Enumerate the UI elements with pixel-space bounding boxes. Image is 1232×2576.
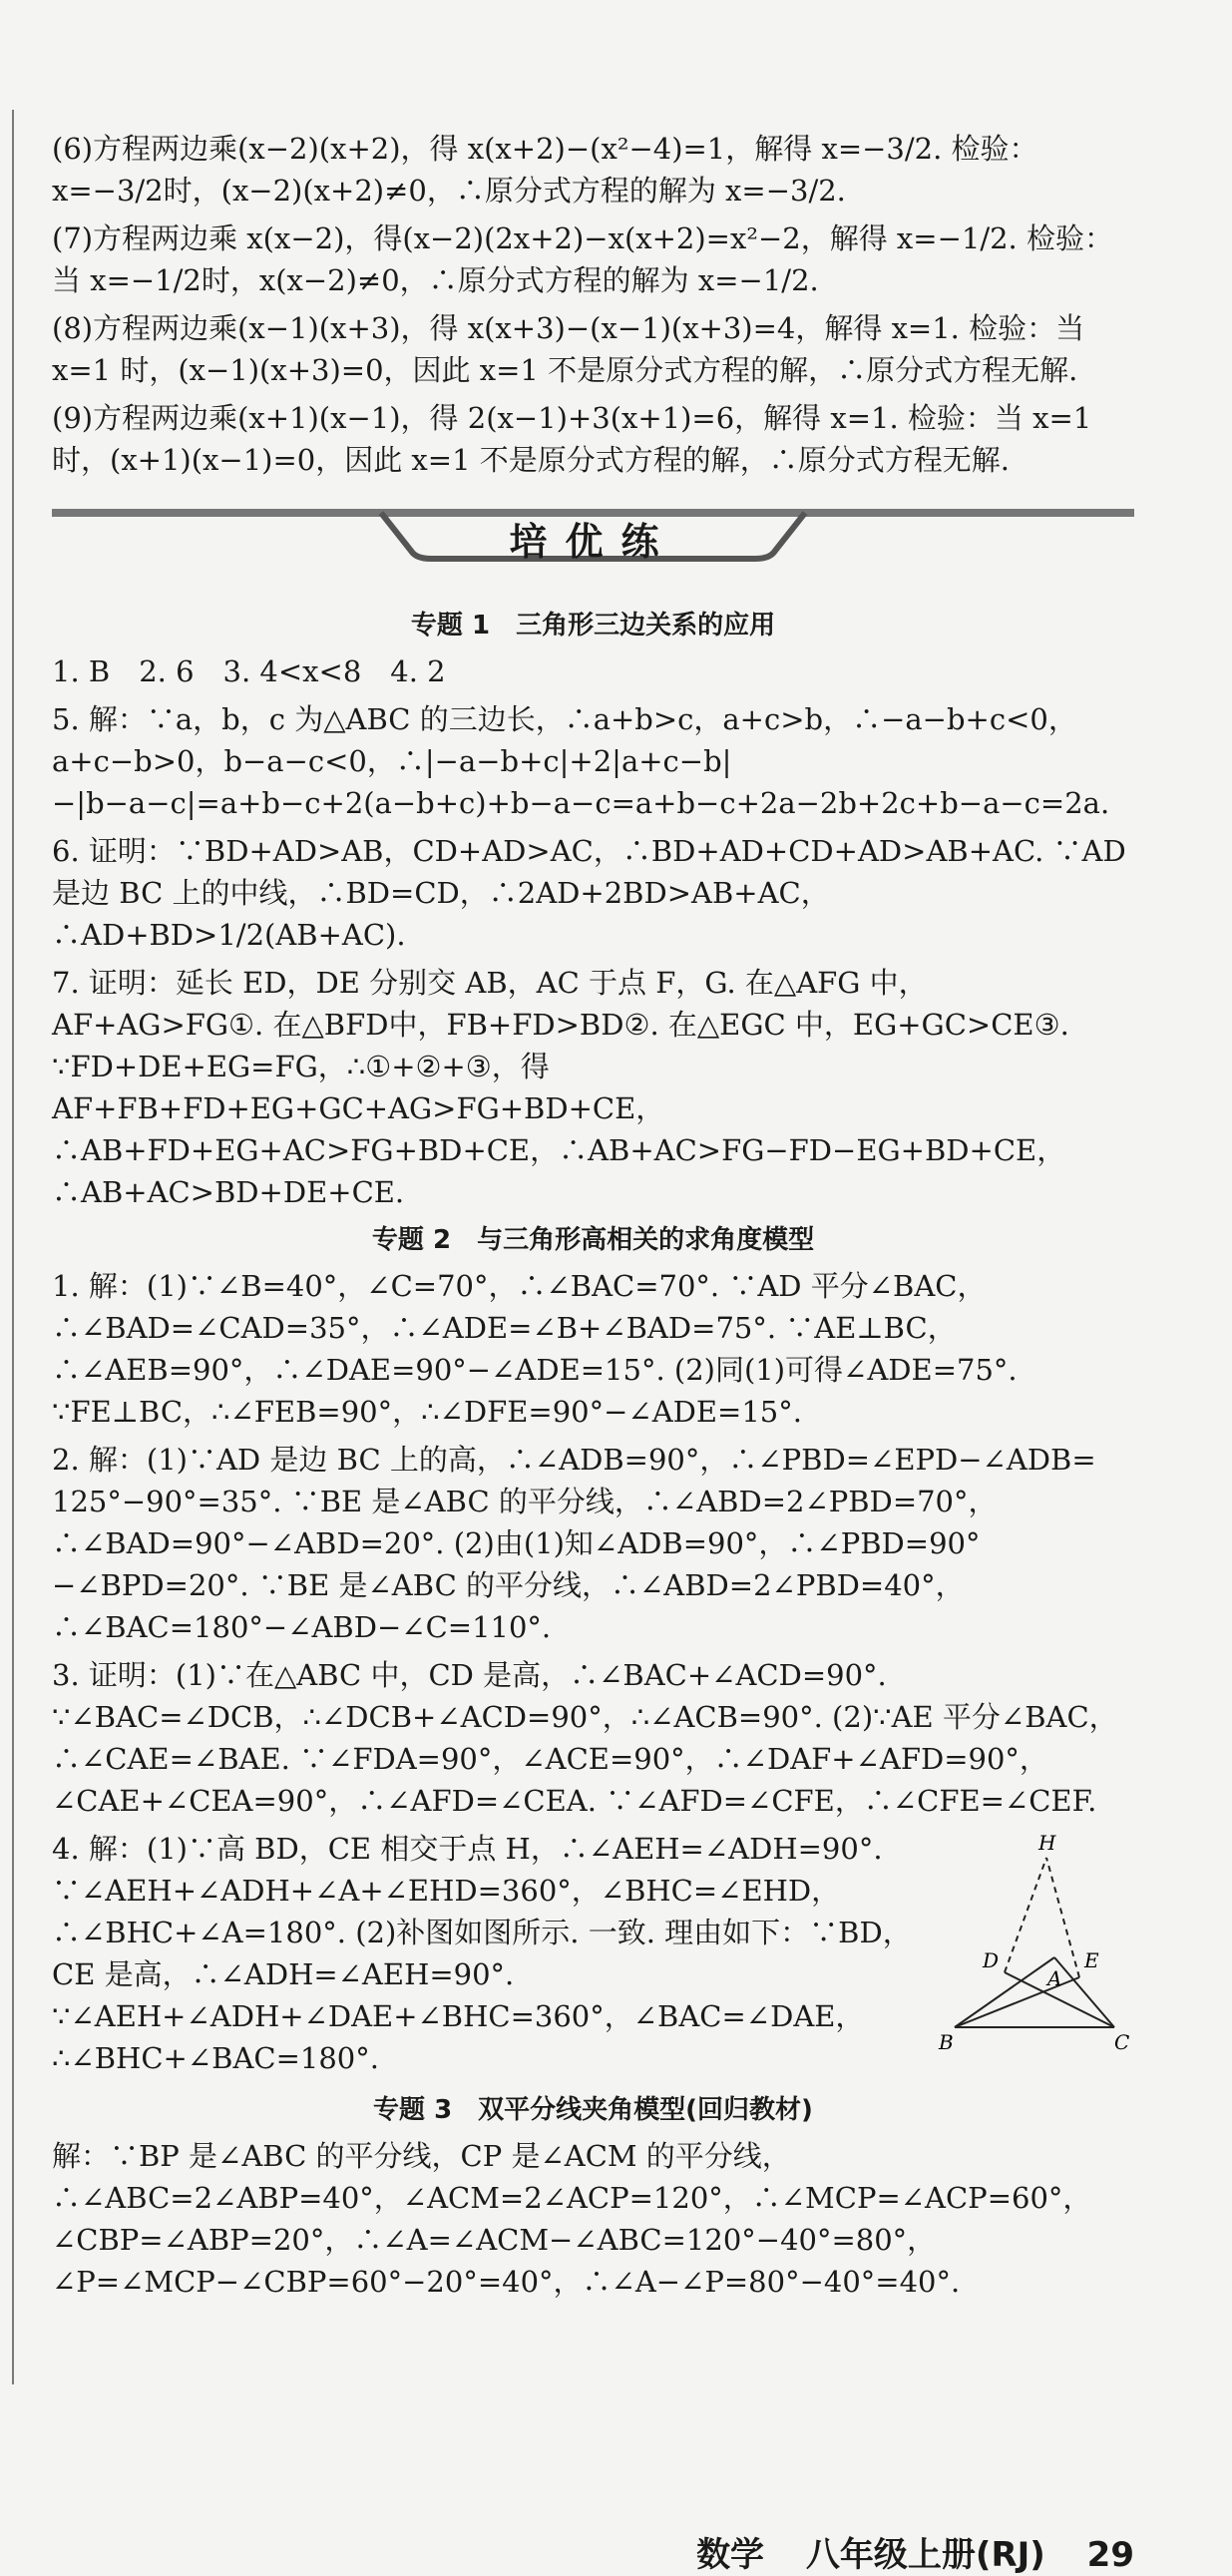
solution-7: (7)方程两边乘 x(x−2)，得(x−2)(2x+2)−x(x+2)=x²−2，解得 x=−1/2. 检验：当 x=−1/2时，x(x−2)≠0，∴原分式方程的解为 x=−1/2. [52, 221, 1113, 297]
label-d: D [983, 1948, 1000, 1972]
section-banner [52, 499, 1134, 589]
label-h: H [1038, 1831, 1056, 1855]
label-c: C [1114, 2030, 1130, 2054]
topic-2-item-4-block [52, 1828, 1134, 2085]
label-a: A [1047, 1966, 1062, 1990]
page-footer [52, 2527, 1134, 2576]
topic-1-item: 1. B 2. 6 3. 4<x<8 4. 2 [52, 654, 446, 688]
page-number: 29 [1086, 2535, 1134, 2575]
topic-1-item: 6. 证明：∵BD+AD>AB，CD+AD>AC，∴BD+AD+CD+AD>AB+AC. ∵AD 是边 BC 上的中线，∴BD=CD，∴2AD+2BD>AB+AC，∴AD+BD>1/2(AB+AC). [52, 834, 1126, 952]
footer-grade: 八年级上册(RJ) [805, 2535, 1045, 2575]
footer-subject: 数学 [696, 2535, 765, 2575]
solution-8: (8)方程两边乘(x−1)(x+3)，得 x(x+3)−(x−1)(x+3)=4，解得 x=1. 检验：当 x=1 时，(x−1)(x+3)=0，因此 x=1 不是原分式方程的解，∴原分式方程无解. [52, 311, 1085, 387]
topic-1-item: 5. 解：∵a，b，c 为△ABC 的三边长，∴a+b>c，a+c>b，∴−a−b+c<0，a+c−b>0，b−a−c<0，∴|−a−b+c|+2|a+c−b|−|b−a−c|=a+b−c+2(a−b+c)+b−a−c=a+b−c+2a−2b+2c+b−a−c=2a. [52, 702, 1110, 820]
topic-1-item: 7. 证明：延长 ED，DE 分别交 AB，AC 于点 F，G. 在△AFG 中，AF+AG>FG①. 在△BFD中，FB+FD>BD②. 在△EGC 中，EG+GC>CE③. ∵FD+DE+EG=FG，∴①+②+③，得 AF+FB+FD+EG+GC+AG>FG+BD+CE，∴AB+FD+EG+AC>FG+BD+CE，∴AB+AC>FG−FD−EG+BD+CE，∴AB+AC>BD+DE+CE. [52, 966, 1069, 1209]
content [52, 128, 1134, 2575]
topic-2-item: 2. 解：(1)∵AD 是边 BC 上的高，∴∠ADB=90°，∴∠PBD=∠EPD−∠ADB= 125°−90°=35°. ∵BE 是∠ABC 的平分线，∴∠ABD=2∠PBD=70°，∴∠BAD=90°−∠ABD=20°. (2)由(1)知∠ADB=90°，∴∠PBD=90°−∠BPD=20°. ∵BE 是∠ABC 的平分线，∴∠ABD=2∠PBD=40°，∴∠BAC=180°−∠ABD−∠C=110°. [52, 1443, 1096, 1644]
solution-9: (9)方程两边乘(x+1)(x−1)，得 2(x−1)+3(x+1)=6，解得 x=1. 检验：当 x=1 时，(x+1)(x−1)=0，因此 x=1 不是原分式方程的解，∴原分式方程无解. [52, 401, 1092, 477]
topic-2-item: 1. 解：(1)∵∠B=40°，∠C=70°，∴∠BAC=70°. ∵AD 平分∠BAC，∴∠BAD=∠CAD=35°，∴∠ADE=∠B+∠BAD=75°. ∵AE⊥BC，∴∠AEB=90°，∴∠DAE=90°−∠ADE=15°. (2)同(1)可得∠ADE=75°. ∵FE⊥BC，∴∠FEB=90°，∴∠DFE=90°−∠ADE=15°. [52, 1269, 1018, 1429]
topic-1-title: 专题 1 三角形三边关系的应用 [410, 611, 776, 641]
topic-3-title: 专题 3 双平分线夹角模型(回归教材) [373, 2095, 813, 2125]
topic-2-title: 专题 2 与三角形高相关的求角度模型 [371, 1225, 815, 1255]
solution-6: (6)方程两边乘(x−2)(x+2)，得 x(x+2)−(x²−4)=1，解得 x=−3/2. 检验：x=−3/2时，(x−2)(x+2)≠0，∴原分式方程的解为 x=−3/2. [52, 132, 1038, 208]
label-e: E [1084, 1948, 1099, 1972]
triangle-figure [935, 1828, 1134, 2057]
margin-rule [12, 110, 14, 2384]
topic-3-item: 解：∵BP 是∠ABC 的平分线，CP 是∠ACM 的平分线，∴∠ABC=2∠ABP=40°，∠ACM=2∠ACP=120°，∴∠MCP=∠ACP=60°，∠CBP=∠ABP=20°，∴∠A=∠ACM−∠ABC=120°−40°=80°，∠P=∠MCP−∠CBP=60°−20°=40°，∴∠A−∠P=80°−40°=40°. [52, 2139, 1092, 2299]
topic-2-item: 3. 证明：(1)∵在△ABC 中，CD 是高，∴∠BAC+∠ACD=90°. ∵∠BAC=∠DCB，∴∠DCB+∠ACD=90°，∴∠ACB=90°. (2)∵AE 平分∠BAC，∴∠CAE=∠BAE. ∵∠FDA=90°，∠ACE=90°，∴∠DAF+∠AFD=90°，∠CAE+∠CEA=90°，∴∠AFD=∠CEA. ∵∠AFD=∠CFE，∴∠CFE=∠CEF. [52, 1658, 1118, 1818]
banner-title: 培优练 [509, 520, 677, 564]
topic-2-item: 4. 解：(1)∵高 BD，CE 相交于点 H，∴∠AEH=∠ADH=90°. ∵∠AEH+∠ADH+∠A+∠EHD=360°，∠BHC=∠EHD，∴∠BHC+∠A=180°. (2)补图如图所示. 一致. 理由如下：∵BD，CE 是高，∴∠ADH=∠AEH=90°. ∵∠AEH+∠ADH+∠DAE+∠BHC=360°，∠BAC=∠DAE，∴∠BHC+∠BAC=180°. [52, 1832, 912, 2075]
label-b: B [939, 2030, 954, 2054]
